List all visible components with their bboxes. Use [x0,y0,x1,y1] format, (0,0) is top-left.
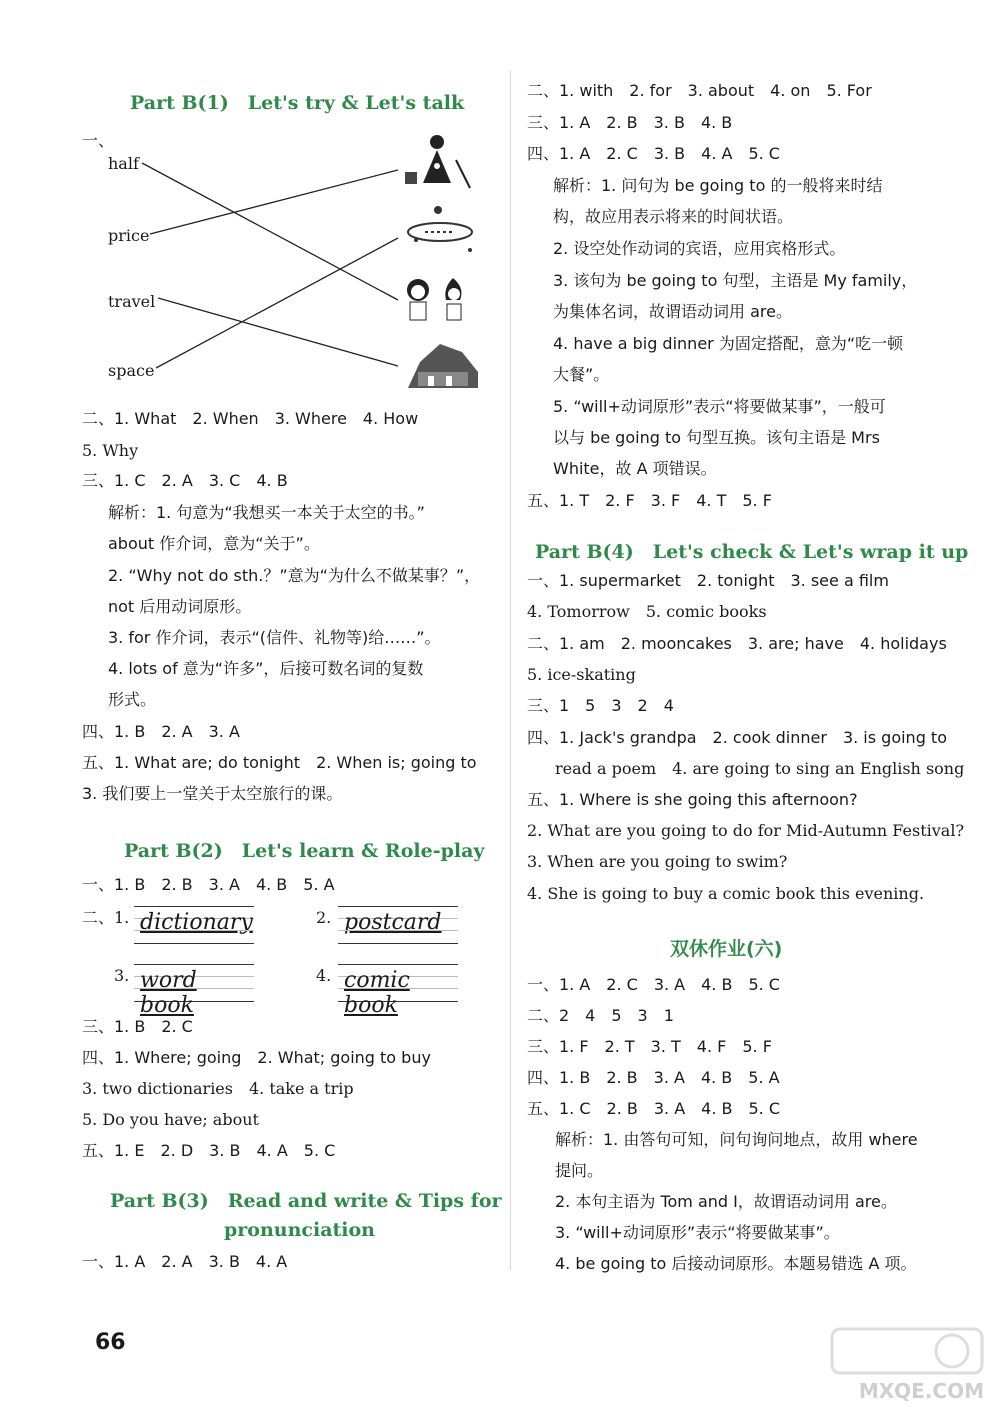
b3-explain-5a: 5. “will+动词原形”表示“将要做某事”，一般可 [553,397,886,416]
b2-q1: 一、1. B 2. B 3. A 4. B 5. A [82,875,335,894]
heading-part-b4: Part B(4) Let's check & Let's wrap it up [535,541,969,563]
hw6-explain-4: 4. be going to 后接动词原形。本题易错选 A 项。 [555,1254,917,1273]
b4-q2-line1: 二、1. am 2. mooncakes 3. are; have 4. holidays [527,634,947,653]
b3-explain-2: 2. 设空处作动词的宾语，应用宾格形式。 [553,239,846,258]
watermark-text: MXQE.COM [858,1379,984,1403]
b4-q5-line2: 2. What are you going to do for Mid-Autumn Festival? [527,821,965,840]
hw-num-3: 3. [114,966,130,985]
word-half: half [108,154,139,173]
shopping-lady-picture [405,135,470,188]
handwritten-comic-book: comic book [344,968,410,1018]
page-number: 66 [95,1330,126,1355]
b3-q2: 二、1. with 2. for 3. about 4. on 5. For [527,81,872,100]
b1-explain-3: 3. for 作介词，表示“(信件、礼物等)给……”。 [108,628,441,647]
handwritten-word-book: word book [140,968,197,1018]
b2-q4-line3: 5. Do you have; about [82,1110,259,1129]
hw6-explain-3: 3. “will+动词原形”表示“将要做某事”。 [555,1223,840,1242]
heading-part-b3-line2: pronunciation [224,1219,375,1241]
hw6-explain-1b: 提问。 [555,1161,604,1180]
b1-explain-4a: 4. lots of 意为“许多”，后接可数名词的复数 [108,659,424,678]
word-price: price [108,226,150,245]
handwriting-box-3 [134,964,254,1018]
hw-num-2: 2. [316,908,332,927]
b3-explain-4a: 4. have a big dinner 为固定搭配，意为“吃一顿 [553,334,904,353]
b4-q5-line3: 3. When are you going to swim? [527,852,788,871]
b4-q5-line1: 五、1. Where is she going this afternoon? [527,790,858,809]
b3-explain-4b: 大餐”。 [553,365,610,384]
b3-explain-1b: 构，故应用表示将来的时间状语。 [553,207,794,226]
b1-explain-4b: 形式。 [108,690,157,709]
handwriting-box-4 [338,964,458,1018]
b1-q5-line2: 3. 我们要上一堂关于太空旅行的课。 [82,784,343,803]
hw6-explain-2: 2. 本句主语为 Tom and I，故谓语动词用 are。 [555,1192,897,1211]
hw6-explain-1a: 解析：1. 由答句可知，问句询问地点，故用 where [555,1130,918,1149]
b4-q2-line2: 5. ice-skating [527,665,636,684]
matching-diagram [0,0,505,400]
b4-q1-line2: 4. Tomorrow 5. comic books [527,602,767,621]
b3-explain-1a: 解析：1. 问句为 be going to 的一般将来时结 [553,176,883,195]
b1-q5-line1: 五、1. What are; do tonight 2. When is; going to [82,753,477,772]
b4-q4-line2: read a poem 4. are going to sing an English song [555,759,965,778]
heading-weekend-homework-6: 双休作业(六) [670,938,783,960]
match-line-travel [158,298,398,366]
b1-q4: 四、1. B 2. A 3. A [82,722,240,741]
handwriting-box-1 [134,906,254,944]
boy-girl-picture [407,278,461,320]
b2-q4-line1: 四、1. Where; going 2. What; going to buy [82,1048,431,1067]
handwritten-dictionary: dictionary [140,910,253,935]
b1-q2-line1: 二、1. What 2. When 3. Where 4. How [82,409,419,428]
b3-q3: 三、1. A 2. B 3. B 4. B [527,113,733,132]
q1-label: 一、 [82,131,115,150]
b2-q5: 五、1. E 2. D 3. B 4. A 5. C [82,1141,336,1160]
column-divider [510,70,511,1270]
heading-part-b1: Part B(1) Let's try & Let's talk [130,92,465,114]
heading-part-b2: Part B(2) Let's learn & Role-play [124,840,485,862]
b1-q2-line2: 5. Why [82,441,139,460]
b4-q4-line1: 四、1. Jack's grandpa 2. cook dinner 3. is going to [527,728,947,747]
b3-explain-5c: White，故 A 项错误。 [553,459,717,478]
hw6-q2: 二、2 4 5 3 1 [527,1006,674,1025]
b2-q2-label: 二、 [82,908,115,927]
house-landscape-picture [408,344,478,388]
hw6-q4: 四、1. B 2. B 3. A 4. B 5. A [527,1068,780,1087]
b1-explain-2b: not 后用动词原形。 [108,597,252,616]
watermark-logo [822,1325,992,1405]
spaceship-picture [408,206,472,252]
hw-num-4: 4. [316,966,332,985]
b3-q5: 五、1. T 2. F 3. F 4. T 5. F [527,491,772,510]
hw6-q1: 一、1. A 2. C 3. A 4. B 5. C [527,975,780,994]
word-travel: travel [108,292,156,311]
b2-q4-line2: 3. two dictionaries 4. take a trip [82,1079,354,1098]
match-line-half [142,163,398,300]
handwritten-postcard: postcard [344,910,442,935]
b4-q5-line4: 4. She is going to buy a comic book this evening. [527,884,925,903]
b3-explain-3a: 3. 该句为 be going to 句型，主语是 My family， [553,271,918,290]
hw6-q5: 五、1. C 2. B 3. A 4. B 5. C [527,1099,781,1118]
match-line-space [156,238,398,368]
handwriting-box-2 [338,906,458,944]
word-space: space [108,361,155,380]
b1-explain-1b: about 作介词，意为“关于”。 [108,534,320,553]
b1-q3: 三、1. C 2. A 3. C 4. B [82,471,288,490]
heading-part-b3-line1: Part B(3) Read and write & Tips for [110,1190,502,1212]
b4-q1-line1: 一、1. supermarket 2. tonight 3. see a film [527,571,889,590]
b1-explain-2a: 2. “Why not do sth.？”意为“为什么不做某事？”， [108,566,481,585]
hw6-q3: 三、1. F 2. T 3. T 4. F 5. F [527,1037,772,1056]
match-line-price [150,170,398,234]
b3-explain-3b: 为集体名词，故谓语动词用 are。 [553,302,792,321]
b3-q4: 四、1. A 2. C 3. B 4. A 5. C [527,144,780,163]
b4-q3: 三、1 5 3 2 4 [527,696,674,715]
hw-num-1: 1. [114,908,130,927]
b2-q3: 三、1. B 2. C [82,1017,193,1036]
b1-explain-1a: 解析：1. 句意为“我想买一本关于太空的书。” [108,503,425,522]
b3-q1: 一、1. A 2. A 3. B 4. A [82,1252,288,1271]
b3-explain-5b: 以与 be going to 句型互换。该句主语是 Mrs [553,428,880,447]
